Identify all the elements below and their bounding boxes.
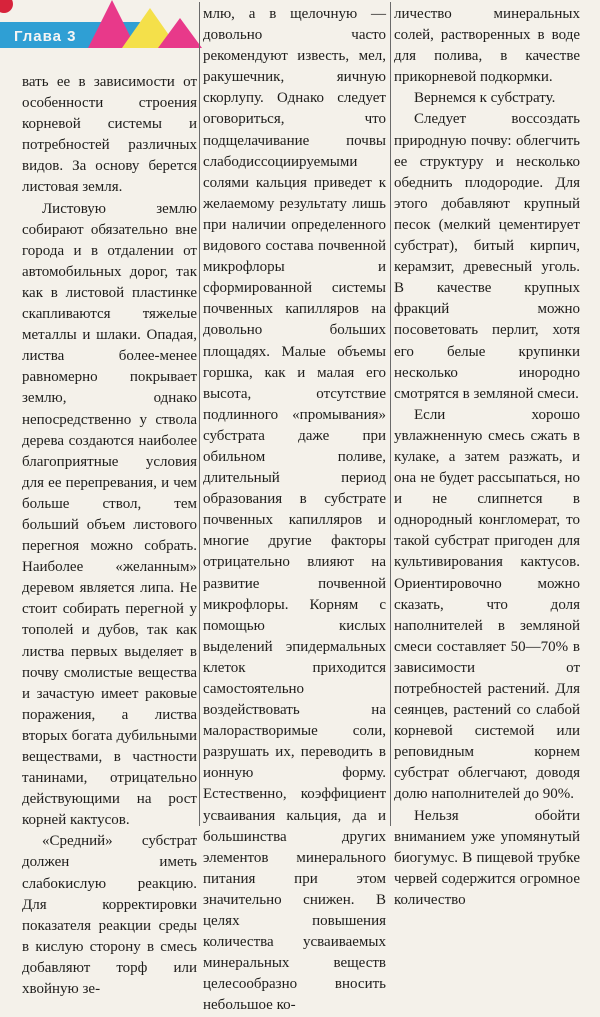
text-column-3 (394, 4, 580, 911)
paragraph: Вернемся к субстрату. (414, 90, 556, 107)
chapter-header (0, 0, 205, 72)
paragraph: Следует воссоздать природную почву: облегчить ее структуру и несколько обеднить плодородие. Для этого добавляют крупный песок (мелкий цементирует субстрат), битый кирпич, керамзит, древесный уголь. В качестве крупных фракций можно посоветовать перлит, хотя его белые крупинки несколько инородно смотрятся в земляной смеси. (394, 111, 580, 402)
chapter-label: Глава 3 (14, 28, 77, 45)
column-rule-2 (390, 2, 391, 826)
column-rule-1 (199, 2, 200, 826)
paragraph: личество минеральных солей, растворенных в воде для полива, в качестве прикорневой подкормки. (394, 6, 580, 86)
text-column-2 (203, 4, 386, 1017)
paragraph: «Средний» субстрат должен иметь слабокислую реакцию. Для корректировки показателя реакции среды в кислую сторону в смесь добавляют торф или хвойную зе- (22, 833, 197, 998)
text-column-1 (22, 72, 197, 1000)
paragraph: Если хорошо увлажненную смесь сжать в кулаке, а затем разжать, и она не будет рассыпаться, но и не слипнется в однородный конгломерат, то такой субстрат пригоден для культивирования кактусов. Ориентировочно можно сказать, что доля наполнителей в земляной смеси составляет 50—70% в зависимости от потребностей растений. Для сеянцев, растений со слабой корневой системой или реповидным корнем субстрат облегчают, доводя долю наполнителей до 90%. (394, 406, 580, 803)
red-dot (0, 0, 13, 13)
paragraph: вать ее в зависимости от особенности строения корневой системы и потребностей различных видов. За основу берется листовая земля. (22, 74, 197, 196)
paragraph: Нельзя обойти вниманием уже упомянутый биогумус. В пищевой трубке червей содержится огромное количество (394, 807, 580, 908)
paragraph: млю, а в щелочную — довольно часто рекомендуют известь, мел, ракушечник, яичную скорлупу. Однако следует оговориться, что подщелачивание почвы слабодиссоциируемыми солями кальция приведет к желаемому результату лишь при наличии определенного видового состава почвенной микрофлоры и сформированной системы почвенных капилляров на довольно больших площадях. Малые объемы горшка, как и малая его высота, отсутствие подлинного «промывания» субстрата даже при обильном поливе, длительный период образования в субстрате почвенных капилляров и многие другие факторы отрицательно влияют на развитие почвенной микрофлоры. Корням с помощью кислых выделений эпидермальных клеток приходится самостоятельно воздействовать на малорастворимые соли, разрушать их, переводить в ионную форму. Естественно, коэффициент усваивания кальция, да и большинства других элементов минерального питания при этом значительно снижен. В целях повышения количества усваиваемых минеральных веществ целесообразно вносить небольшое ко- (203, 6, 386, 1014)
paragraph: Листовую землю собирают обязательно вне города и в отдалении от автомобильных дорог, так как в листовой пластинке скапливаются тяжелые металлы и шлаки. Опадая, листва более-менее равномерно покрывает землю, однако непосредственно у ствола дерева создаются наиболее благоприятные условия для ее перепревания, и чем больше ствол, тем больший объем листового перегноя можно собрать. Наиболее «желанным» деревом является липа. Не стоит собирать перегной у тополей и дубов, так как листва первых выделяет в почву смолистые вещества и зачастую имеет раковые поражения, а листва вторых богата дубильными веществами, в частности танинами, отрицательно действующими на рост корней кактусов. (22, 200, 197, 829)
